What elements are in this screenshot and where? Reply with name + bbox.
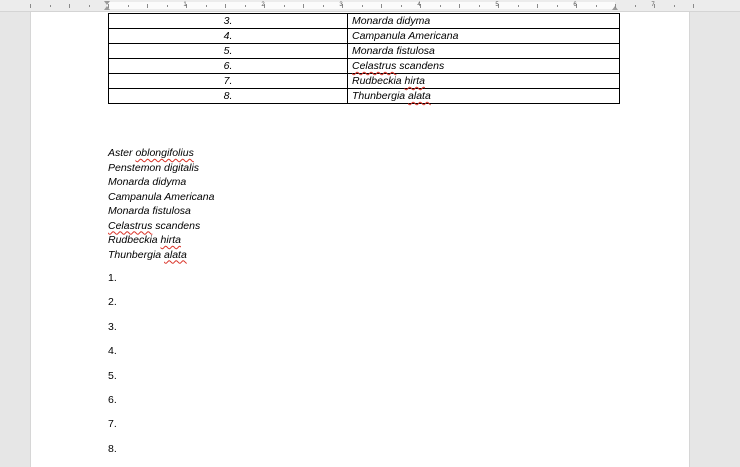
ruler-label: 3 — [339, 2, 343, 8]
plant-name-text: Thunbergia — [352, 90, 409, 102]
ruler-tick — [362, 5, 363, 7]
ruler-tick — [557, 5, 558, 7]
left-indent-marker[interactable] — [104, 6, 110, 10]
table-cell-number[interactable]: 4. — [109, 29, 348, 44]
ruler-tick — [615, 4, 616, 8]
plant-name-text: scandens — [396, 60, 445, 72]
plant-table[interactable] — [108, 13, 620, 104]
table-cell-name[interactable] — [348, 89, 620, 104]
table-cell-name[interactable] — [348, 74, 620, 89]
plant-name-text: Monarda fistulosa — [352, 45, 435, 57]
numbered-line[interactable]: 8. — [108, 442, 117, 455]
table-row — [109, 14, 620, 29]
spellcheck-flagged-word[interactable]: hirta — [160, 234, 181, 246]
table-cell-name[interactable] — [348, 29, 620, 44]
ruler-tick — [303, 4, 304, 8]
plant-name-text: Monarda fistulosa — [108, 205, 191, 217]
ruler-tick — [89, 5, 90, 7]
numbered-list[interactable] — [108, 271, 117, 466]
plant-name-text: Campanula Americana — [352, 30, 459, 42]
spellcheck-flagged-word[interactable]: alata — [164, 248, 187, 261]
ruler-tick — [225, 4, 226, 8]
ruler-tick — [167, 5, 168, 7]
spellcheck-flagged-word[interactable]: alata — [408, 90, 431, 102]
ruler-tick — [128, 5, 129, 7]
table-row — [109, 74, 620, 89]
ruler-tick — [693, 4, 694, 8]
ruler-tick — [440, 5, 441, 7]
ruler-tick — [674, 5, 675, 7]
table-row — [109, 29, 620, 44]
numbered-line[interactable]: 6. — [108, 393, 117, 406]
ruler-tick — [537, 4, 538, 8]
ruler-tick — [30, 4, 31, 8]
plant-name-list[interactable] — [108, 146, 214, 262]
list-item[interactable] — [108, 190, 214, 205]
ruler-label: 1 — [183, 2, 187, 8]
numbered-line[interactable]: 7. — [108, 418, 117, 431]
table-cell-name[interactable] — [348, 44, 620, 59]
ruler-tick — [401, 5, 402, 7]
ruler-tick — [147, 4, 148, 8]
plant-name-text: Monarda didyma — [108, 176, 187, 188]
ruler-tick — [518, 5, 519, 7]
list-item[interactable] — [108, 204, 214, 219]
plant-name-text: Monarda didyma — [352, 15, 431, 27]
numbered-line[interactable]: 5. — [108, 369, 117, 382]
horizontal-ruler[interactable] — [0, 0, 740, 12]
ruler-tick — [381, 4, 382, 8]
ruler-label: 4 — [417, 2, 421, 8]
ruler-tick — [108, 4, 109, 8]
table-row — [109, 59, 620, 74]
ruler-label: 7 — [651, 2, 655, 8]
list-item[interactable] — [108, 248, 214, 263]
plant-name-text: Thunbergia — [108, 248, 165, 261]
ruler-label: 6 — [573, 2, 577, 8]
ruler-tick — [635, 5, 636, 7]
document-page[interactable] — [30, 12, 690, 467]
ruler-tick — [284, 5, 285, 7]
ruler-tick — [206, 5, 207, 7]
ruler-tick — [479, 5, 480, 7]
table-row — [109, 89, 620, 104]
list-item[interactable] — [108, 175, 214, 190]
ruler-tick — [50, 5, 51, 7]
plant-name-text: Campanula Americana — [108, 190, 215, 203]
ruler-label: 5 — [495, 2, 499, 8]
plant-name-text: Penstemon digitalis — [108, 161, 200, 174]
numbered-line[interactable]: 1. — [108, 272, 117, 284]
plant-name-text: Rudbeckia — [108, 234, 161, 246]
table-cell-name[interactable] — [348, 59, 620, 74]
plant-name-text: scandens — [152, 219, 201, 232]
spellcheck-flagged-word[interactable]: hirta — [404, 75, 425, 87]
table-cell-number[interactable]: 3. — [109, 14, 348, 29]
spellcheck-flagged-word[interactable]: Celastrus — [352, 60, 397, 72]
numbered-line[interactable]: 3. — [108, 320, 117, 333]
ruler-tick — [459, 4, 460, 8]
ruler-tick — [323, 5, 324, 7]
ruler-tick — [596, 5, 597, 7]
plant-name-text: Rudbeckia — [352, 75, 405, 87]
list-item[interactable] — [108, 233, 214, 248]
numbered-line[interactable]: 4. — [108, 345, 117, 358]
spellcheck-flagged-word[interactable]: oblongifolius — [135, 147, 194, 159]
list-item[interactable] — [108, 219, 214, 234]
table-cell-name[interactable] — [348, 14, 620, 29]
ruler-tick — [69, 4, 70, 8]
spellcheck-flagged-word[interactable]: Celastrus — [108, 219, 153, 232]
first-line-indent-marker[interactable] — [104, 1, 110, 5]
table-row — [109, 44, 620, 59]
table-cell-number[interactable]: 7. — [109, 74, 348, 89]
list-item[interactable] — [108, 161, 214, 176]
table-cell-number[interactable]: 5. — [109, 44, 348, 59]
table-cell-number[interactable]: 8. — [109, 89, 348, 104]
plant-name-text: Aster — [108, 147, 136, 159]
ruler-tick — [245, 5, 246, 7]
table-cell-number[interactable]: 6. — [109, 59, 348, 74]
list-item[interactable] — [108, 146, 214, 161]
numbered-line[interactable]: 2. — [108, 296, 117, 309]
ruler-label: 2 — [261, 2, 265, 8]
